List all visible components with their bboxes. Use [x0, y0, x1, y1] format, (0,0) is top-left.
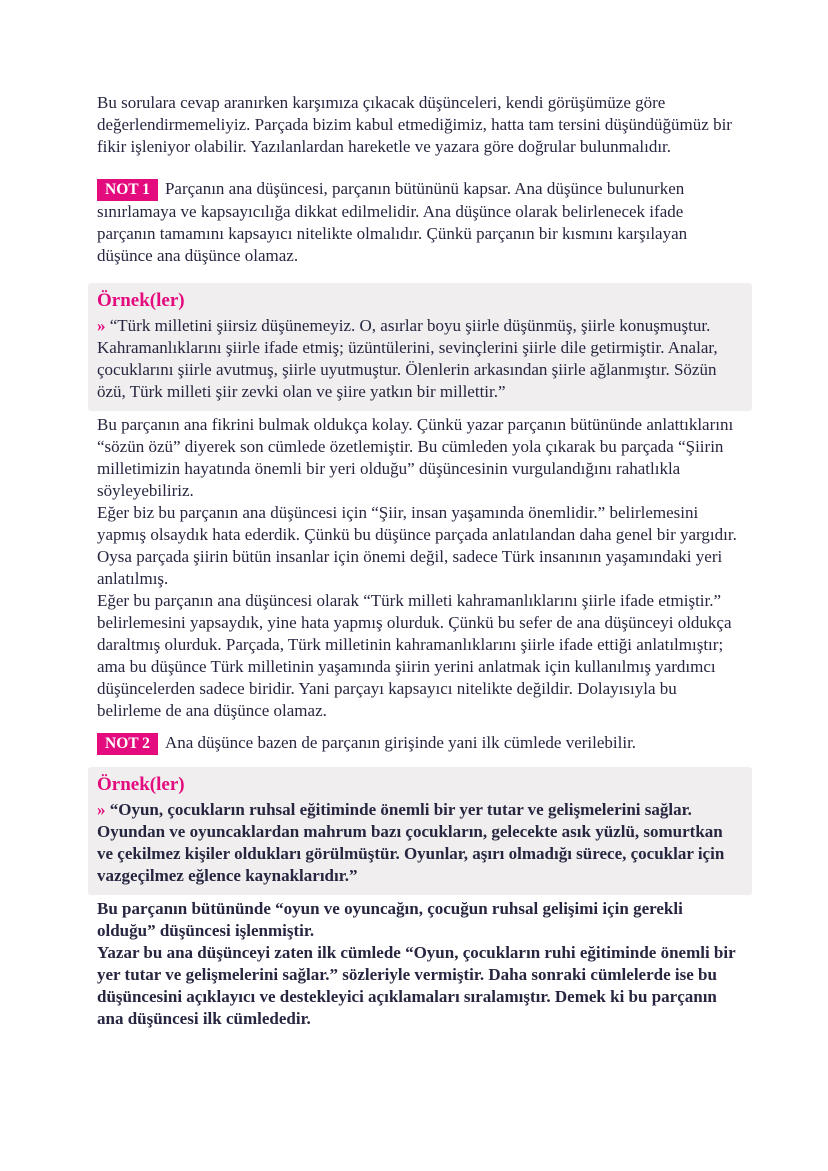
quote-bullet-icon: » [97, 800, 106, 819]
note-1-badge: NOT 1 [97, 179, 158, 201]
note-1-text: Parçanın ana düşüncesi, parçanın bütününü kapsar. Ana düşünce bulunurken sınırlamaya ve kapsayıcılığa dikkat edilmelidir. Ana düşünce olarak belirlenecek ifade parçanın tamamını kapsayıcı nitelikte olmalıdır. Çünkü parçanın bir kısmını karşılayan düşünce ana düşünce olamaz. [97, 179, 688, 265]
page-content [97, 92, 743, 1030]
example-1-quote-text: “Türk milletini şiirsiz düşünemeyiz. O, asırlar boyu şiirle düşünmüş, şiirle konuşmuştur. Kahramanlıklarını şiirle ifade etmiş; üzüntülerini, sevinçlerini şiirle dile getirmiştir. Analar, çocuklarını şiirle avutmuş, şiirle uyutmuştur. Ölenlerin arkasından şiirle ağlanmıştır. Sözün özü, Türk milleti şiir zevki olan ve şiire yatkın bir millettir.” [97, 316, 718, 401]
note-2-badge: NOT 2 [97, 733, 158, 755]
example-1-heading: Örnek(ler) [97, 290, 185, 311]
note-2 [97, 732, 743, 755]
quote-bullet-icon: » [97, 316, 106, 335]
example-2-quote-text: “Oyun, çocukların ruhsal eğitiminde önemli bir yer tutar ve gelişmelerini sağlar. Oyundan ve oyuncaklardan mahrum bazı çocukların, gelecekte asık yüzlü, somurtkan ve çekilmez kişiler oldukları görülmüştür. Oyunlar, aşırı olmadığı sürece, çocuklar için vazgeçilmez eğlence kaynaklarıdır.” [97, 800, 725, 885]
example-1-analysis-1: Bu parçanın ana fikrini bulmak oldukça kolay. Çünkü yazar parçanın bütününde anlattıklarını “sözün özü” diyerek son cümlede özetlemiştir. Bu cümleden yola çıkarak bu parçada “Şiirin milletimizin hayatında önemli bir yeri olduğu” düşüncesinin vurgulandığını rahatlıkla söyleyebiliriz. [97, 415, 734, 500]
example-2-heading: Örnek(ler) [97, 774, 185, 795]
example-1-section [97, 283, 743, 722]
example-2-analysis-2: Yazar bu ana düşünceyi zaten ilk cümlede “Oyun, çocukların ruhi eğitiminde önemli bir yer tutar ve gelişmelerini sağlar.” sözleriyle vermiştir. Daha sonraki cümlelerde ise bu düşüncesini açıklayıcı ve destekleyici açıklamaları sıralamıştır. Demek ki bu parçanın ana düşüncesi ilk cümlededir. [97, 943, 736, 1028]
example-1-analysis-3: Eğer bu parçanın ana düşüncesi olarak “Türk milleti kahramanlıklarını şiirle ifade etmiştir.” belirlemesini yapsaydık, yine hata yapmış olurduk. Çünkü bu sefer de ana düşünceyi oldukça daraltmış olurduk. Parçada, Türk milletinin kahramanlıklarını şiirle ifade ettiği anlatılmıştır; ama bu düşünce Türk milletinin yaşamında şiirin yerini anlatmak için kullanılmış yardımcı düşüncelerden sadece biridir. Yani parçayı kapsayıcı nitelikte değildir. Dolayısıyla bu belirleme de ana düşünce olamaz. [97, 591, 732, 720]
example-2-analysis-1: Bu parçanın bütününde “oyun ve oyuncağın, çocuğun ruhsal gelişimi için gerekli olduğu” düşüncesi işlenmiştir. [97, 899, 683, 940]
note-1 [97, 178, 743, 267]
example-2-quote [97, 799, 743, 887]
intro-paragraph: Bu sorulara cevap aranırken karşımıza çıkacak düşünceleri, kendi görüşümüze göre değerlendirmemeliyiz. Parçada bizim kabul etmediğimiz, hatta tam tersini düşündüğümüz bir fikir işleniyor olabilir. Yazılanlardan hareketle ve yazara göre doğrular bulunmalıdır. [97, 93, 732, 156]
note-2-text: Ana düşünce bazen de parçanın girişinde yani ilk cümlede verilebilir. [164, 733, 637, 752]
example-1-analysis-2: Eğer biz bu parçanın ana düşüncesi için “Şiir, insan yaşamında önemlidir.” belirlemesini yapmış olsaydık hata ederdik. Çünkü bu düşünce parçada anlatılandan daha genel bir yargıdır. Oysa parçada şiirin bütün insanlar için önemi değil, sadece Türk insanının yaşamındaki yeri anlatılmış. [97, 503, 737, 588]
example-1-box [88, 283, 752, 411]
example-2-section [97, 767, 743, 1030]
example-2-box [88, 767, 752, 895]
example-1-quote [97, 315, 743, 403]
